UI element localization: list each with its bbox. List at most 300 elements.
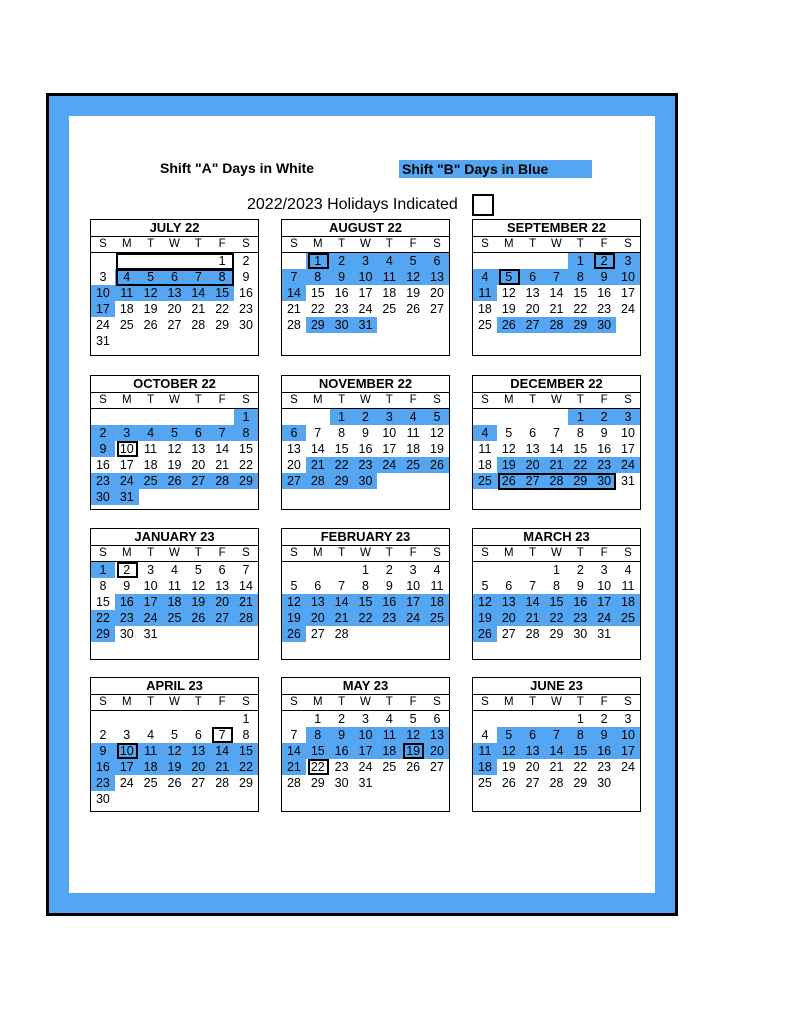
month-february-23 [281,528,450,660]
empty-day [163,791,187,807]
day-14: 14 [549,286,564,300]
day-30: 30 [597,776,612,790]
week-row [473,610,640,626]
empty-day [545,253,569,269]
day-3: 3 [99,270,107,284]
day-2: 2 [91,425,115,441]
day-21: 21 [191,302,206,316]
day-19: 19 [473,610,497,626]
weekday-label: S [242,547,250,559]
day-12: 12 [473,594,497,610]
day-24: 24 [358,302,373,316]
weekday-label: S [99,547,107,559]
day-7: 7 [338,579,346,593]
day-10: 10 [115,441,139,457]
day-13: 13 [186,743,210,759]
day-26: 26 [282,626,306,642]
empty-day [377,317,401,333]
day-23: 23 [568,610,592,626]
empty-day [139,333,163,349]
day-17: 17 [119,458,134,472]
day-30: 30 [592,473,616,489]
day-12: 12 [497,743,521,759]
day-13: 13 [306,594,330,610]
week-row [473,562,640,578]
week-row [91,759,258,775]
day-4: 4 [377,253,401,269]
day-6: 6 [218,563,226,577]
month-title: DECEMBER 22 [473,376,640,393]
weekday-label: T [385,394,393,406]
day-2: 2 [600,712,608,726]
weekday-label: T [194,696,202,708]
day-26: 26 [501,776,516,790]
week-row [91,269,258,285]
day-16: 16 [597,442,612,456]
month-january-23 [90,528,259,660]
weekday-label: F [409,696,417,708]
weekday-label: S [481,394,489,406]
day-3: 3 [409,563,417,577]
empty-day [115,711,139,727]
weekday-label: F [218,547,226,559]
empty-day [401,317,425,333]
day-10: 10 [91,285,115,301]
day-4: 4 [385,712,393,726]
weekday-label: T [385,547,393,559]
day-22: 22 [91,610,115,626]
day-4: 4 [624,563,632,577]
week-row [91,285,258,301]
week-row [282,743,449,759]
day-1: 1 [314,712,322,726]
day-30: 30 [119,627,134,641]
day-15: 15 [210,285,234,301]
empty-day [401,775,425,791]
day-23: 23 [334,760,349,774]
day-9: 9 [330,269,354,285]
day-17: 17 [115,759,139,775]
day-1: 1 [91,562,115,578]
day-27: 27 [186,473,210,489]
day-26: 26 [473,626,497,642]
weekday-label: W [551,394,562,406]
day-12: 12 [401,727,425,743]
day-24: 24 [592,610,616,626]
weekday-label: W [169,547,180,559]
day-30: 30 [330,317,354,333]
day-6: 6 [163,269,187,285]
day-30: 30 [573,627,588,641]
day-26: 26 [425,457,449,473]
weekday-label: T [576,394,584,406]
day-20: 20 [306,610,330,626]
day-5: 5 [425,409,449,425]
week-row [473,425,640,441]
day-13: 13 [163,285,187,301]
day-4: 4 [433,563,441,577]
holiday-legend [247,194,494,216]
day-31: 31 [115,489,139,505]
week-row [91,743,258,759]
day-11: 11 [377,727,401,743]
day-17: 17 [592,594,616,610]
empty-day [115,409,139,425]
weekday-label: S [624,238,632,250]
empty-day [282,409,306,425]
day-24: 24 [616,457,640,473]
day-7: 7 [545,727,569,743]
day-21: 21 [330,610,354,626]
week-row [473,441,640,457]
weekday-label: M [121,238,132,250]
day-12: 12 [501,286,516,300]
weekday-label: F [218,394,226,406]
day-11: 11 [406,426,420,440]
day-17: 17 [382,442,397,456]
day-12: 12 [401,269,425,285]
week-row [282,457,449,473]
day-31: 31 [597,627,612,641]
day-2: 2 [385,563,393,577]
day-5: 5 [505,426,513,440]
day-12: 12 [163,743,187,759]
day-21: 21 [210,759,234,775]
day-24: 24 [95,318,110,332]
day-15: 15 [354,594,378,610]
empty-day [139,489,163,505]
weekday-label: M [503,696,514,708]
day-20: 20 [286,458,301,472]
weekday-label: T [529,696,537,708]
day-27: 27 [525,776,540,790]
day-25: 25 [477,776,492,790]
weekday-label: S [481,238,489,250]
day-8: 8 [361,579,369,593]
day-16: 16 [91,759,115,775]
day-16: 16 [330,743,354,759]
week-row [282,594,449,610]
day-23: 23 [91,473,115,489]
weekday-label: S [290,394,298,406]
weekday-label: S [242,238,250,250]
day-13: 13 [497,594,521,610]
weekday-label: W [360,547,371,559]
day-6: 6 [282,425,306,441]
empty-day [91,409,115,425]
holiday-legend-label: 2022/2023 Holidays Indicated [247,196,458,213]
day-9: 9 [361,426,369,440]
weekday-label: T [385,238,393,250]
day-15: 15 [568,743,592,759]
month-title: APRIL 23 [91,678,258,695]
weekday-label: T [147,547,155,559]
empty-day [521,409,545,425]
day-18: 18 [406,442,421,456]
week-row [282,317,449,333]
week-row [91,409,258,425]
day-26: 26 [167,776,182,790]
weekday-label: T [147,696,155,708]
day-23: 23 [115,610,139,626]
day-28: 28 [306,473,330,489]
week-row [473,473,640,489]
empty-day [545,409,569,425]
day-15: 15 [310,286,325,300]
day-15: 15 [239,442,253,456]
day-23: 23 [597,302,612,316]
day-9: 9 [576,579,584,593]
day-1: 1 [568,253,592,269]
weekday-label: W [551,696,562,708]
weekday-header [91,237,258,253]
weekday-label: F [409,238,417,250]
day-4: 4 [473,269,497,285]
empty-day [163,626,187,642]
day-3: 3 [616,253,640,269]
day-2: 2 [99,728,107,742]
day-24: 24 [139,610,163,626]
day-18: 18 [616,594,640,610]
day-30: 30 [592,317,616,333]
empty-day [616,317,640,333]
week-row [473,253,640,269]
calendar-frame [46,93,678,916]
day-11: 11 [167,579,181,593]
empty-day [497,711,521,727]
day-27: 27 [167,318,182,332]
day-3: 3 [147,563,155,577]
day-13: 13 [525,442,540,456]
day-25: 25 [119,318,134,332]
empty-day [210,489,234,505]
month-december-22 [472,375,641,510]
weekday-header [91,695,258,711]
week-row [282,759,449,775]
day-13: 13 [525,286,540,300]
weekday-label: S [433,238,441,250]
day-3: 3 [377,409,401,425]
day-5: 5 [401,253,425,269]
day-22: 22 [573,302,588,316]
day-4: 4 [473,425,497,441]
day-31: 31 [621,474,635,488]
weekday-label: T [338,394,346,406]
month-title: JANUARY 23 [91,529,258,546]
empty-day [282,562,306,578]
day-10: 10 [354,727,378,743]
empty-day [91,711,115,727]
month-november-22 [281,375,450,510]
day-7: 7 [186,269,210,285]
day-12: 12 [167,442,182,456]
day-17: 17 [91,301,115,317]
weekday-header [282,237,449,253]
weekday-label: T [338,696,346,708]
day-24: 24 [621,302,635,316]
weekday-label: S [99,696,107,708]
week-row [473,626,640,642]
empty-day [377,626,401,642]
day-9: 9 [242,270,250,284]
day-7: 7 [290,728,298,742]
empty-day [473,562,497,578]
day-5: 5 [409,712,417,726]
holiday-box-icon [472,194,494,216]
day-29: 29 [234,473,258,489]
week-row [282,301,449,317]
week-row [473,727,640,743]
day-1: 1 [330,409,354,425]
day-27: 27 [310,627,325,641]
day-21: 21 [306,457,330,473]
month-title: OCTOBER 22 [91,376,258,393]
weekday-label: W [360,696,371,708]
week-row [91,626,258,642]
day-14: 14 [186,285,210,301]
weekday-label: S [433,394,441,406]
day-18: 18 [425,594,449,610]
day-1: 1 [552,563,560,577]
day-2: 2 [330,253,354,269]
day-4: 4 [401,409,425,425]
weekday-label: S [242,394,250,406]
shift-a-legend: Shift "A" Days in White [160,160,315,176]
day-1: 1 [361,563,369,577]
day-18: 18 [163,594,187,610]
day-20: 20 [521,457,545,473]
day-7: 7 [210,425,234,441]
weekday-label: T [576,696,584,708]
day-22: 22 [330,457,354,473]
weekday-label: M [312,394,323,406]
day-25: 25 [382,302,397,316]
weekday-label: S [242,696,250,708]
week-row [91,711,258,727]
weekday-label: F [600,547,608,559]
day-10: 10 [616,269,640,285]
day-22: 22 [306,759,330,775]
empty-day [210,711,234,727]
weekday-label: S [99,394,107,406]
week-row [91,317,258,333]
week-row [282,578,449,594]
weekday-header [282,695,449,711]
week-row [282,425,449,441]
weekday-label: M [503,547,514,559]
month-june-23 [472,677,641,812]
day-13: 13 [286,442,301,456]
day-2: 2 [592,409,616,425]
day-29: 29 [549,627,564,641]
day-26: 26 [143,318,158,332]
day-4: 4 [170,563,178,577]
week-row [473,759,640,775]
day-13: 13 [191,442,206,456]
weekday-label: S [433,696,441,708]
day-12: 12 [191,579,206,593]
day-9: 9 [91,441,115,457]
empty-day [210,409,234,425]
day-19: 19 [497,457,521,473]
day-14: 14 [521,594,545,610]
day-15: 15 [306,743,330,759]
day-1: 1 [568,409,592,425]
day-23: 23 [91,775,115,791]
weekday-label: S [624,547,632,559]
month-may-23 [281,677,450,812]
day-2: 2 [576,563,584,577]
day-30: 30 [239,318,253,332]
day-14: 14 [310,442,325,456]
weekday-label: M [312,696,323,708]
day-24: 24 [358,760,373,774]
day-27: 27 [191,776,206,790]
day-6: 6 [529,426,537,440]
day-8: 8 [234,425,258,441]
day-1: 1 [576,712,584,726]
day-1: 1 [306,253,330,269]
day-20: 20 [210,594,234,610]
day-13: 13 [521,743,545,759]
weekday-label: S [433,547,441,559]
day-19: 19 [143,302,158,316]
day-15: 15 [95,595,110,609]
empty-day [234,791,258,807]
day-8: 8 [576,426,584,440]
week-row [91,301,258,317]
shift-b-legend: Shift "B" Days in Blue [399,160,592,178]
week-row [282,285,449,301]
day-20: 20 [167,302,182,316]
day-29: 29 [568,317,592,333]
day-19: 19 [163,759,187,775]
day-19: 19 [167,458,182,472]
weekday-label: T [194,394,202,406]
empty-day [473,711,497,727]
week-row [473,409,640,425]
month-title: AUGUST 22 [282,220,449,237]
day-7: 7 [545,269,569,285]
month-title: MARCH 23 [473,529,640,546]
day-8: 8 [552,579,560,593]
day-19: 19 [282,610,306,626]
day-29: 29 [215,318,230,332]
month-title: MAY 23 [282,678,449,695]
weekday-header [91,546,258,562]
weekday-label: S [481,696,489,708]
day-25: 25 [139,473,163,489]
empty-day [163,711,187,727]
day-23: 23 [334,302,349,316]
empty-day [186,489,210,505]
weekday-header [473,237,640,253]
weekday-label: F [600,696,608,708]
day-26: 26 [163,473,187,489]
day-27: 27 [430,760,444,774]
day-7: 7 [282,269,306,285]
day-20: 20 [191,458,206,472]
day-14: 14 [330,594,354,610]
day-25: 25 [425,610,449,626]
day-13: 13 [425,269,449,285]
week-row [91,727,258,743]
empty-day [497,409,521,425]
week-row [282,409,449,425]
empty-day [210,333,234,349]
empty-day [210,626,234,642]
month-march-23 [472,528,641,660]
